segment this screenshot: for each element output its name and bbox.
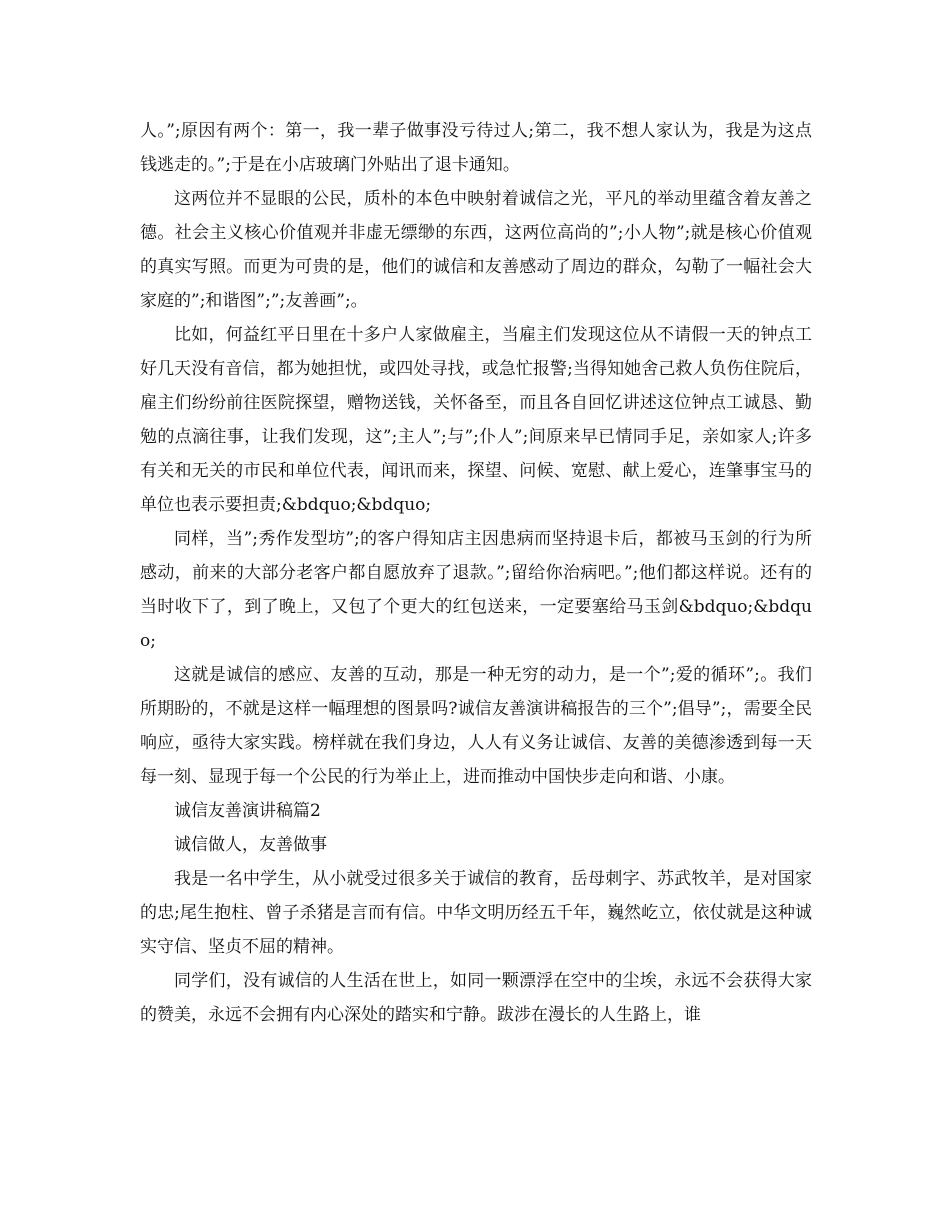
document-body	[140, 114, 812, 1032]
paragraph: 这就是诚信的感应、友善的互动，那是一种无穷的动力，是一个”;爱的循环”;。我们所期盼的，不就是这样一幅理想的图景吗?诚信友善演讲稿报告的三个”;倡导”;，需要全民响应，亟待大家实践。榜样就在我们身边，人人有义务让诚信、友善的美德渗透到每一天每一刻、显现于每一个公民的行为举止上，进而推动中国快步走向和谐、小康。	[140, 665, 812, 787]
paragraph: 人。”;原因有两个：第一，我一辈子做事没亏待过人;第二，我不想人家认为，我是为这点钱逃走的。”;于是在小店玻璃门外贴出了退卡通知。	[140, 121, 812, 175]
paragraph: 这两位并不显眼的公民，质朴的本色中映射着诚信之光，平凡的举动里蕴含着友善之德。社会主义核心价值观并非虚无缥缈的东西，这两位高尚的”;小人物”;就是核心价值观的真实写照。而更为可贵的是，他们的诚信和友善感动了周边的群众，勾勒了一幅社会大家庭的”;和谐图”;”;友善画”;。	[140, 189, 812, 311]
paragraph: 我是一名中学生，从小就受过很多关于诚信的教育，岳母刺字、苏武牧羊，是对国家的忠;尾生抱柱、曾子杀猪是言而有信。中华文明历经五千年，巍然屹立，依仗就是这种诚实守信、坚贞不屈的精神。	[140, 869, 812, 957]
speech-title: 诚信做人，友善做事	[174, 835, 327, 855]
paragraph: 比如，何益红平日里在十多户人家做雇主，当雇主们发现这位从不请假一天的钟点工好几天没有音信，都为她担忧，或四处寻找，或急忙报警;当得知她舍己救人负伤住院后，雇主们纷纷前往医院探望，赠物送钱，关怀备至，而且各自回忆讲述这位钟点工诚恳、勤勉的点滴往事，让我们发现，这”;主人”;与”;仆人”;间原来早已情同手足，亲如家人;许多有关和无关的市民和单位代表，闻讯而来，探望、问候、宽慰、献上爱心，连肇事宝马的单位也表示要担责;&bdquo;&bdquo;	[140, 325, 812, 515]
section-heading: 诚信友善演讲稿篇2	[174, 801, 321, 821]
paragraph: 同学们，没有诚信的人生活在世上，如同一颗漂浮在空中的尘埃，永远不会获得大家的赞美，永远不会拥有内心深处的踏实和宁静。跋涉在漫长的人生路上，谁	[140, 971, 812, 1025]
paragraph: 同样，当”;秀作发型坊”;的客户得知店主因患病而坚持退卡后，都被马玉剑的行为所感动，前来的大部分老客户都自愿放弃了退款。”;留给你治病吧。”;他们都这样说。还有的当时收下了，到了晚上，又包了个更大的红包送来，一定要塞给马玉剑&bdquo;&bdquo;	[140, 529, 812, 651]
